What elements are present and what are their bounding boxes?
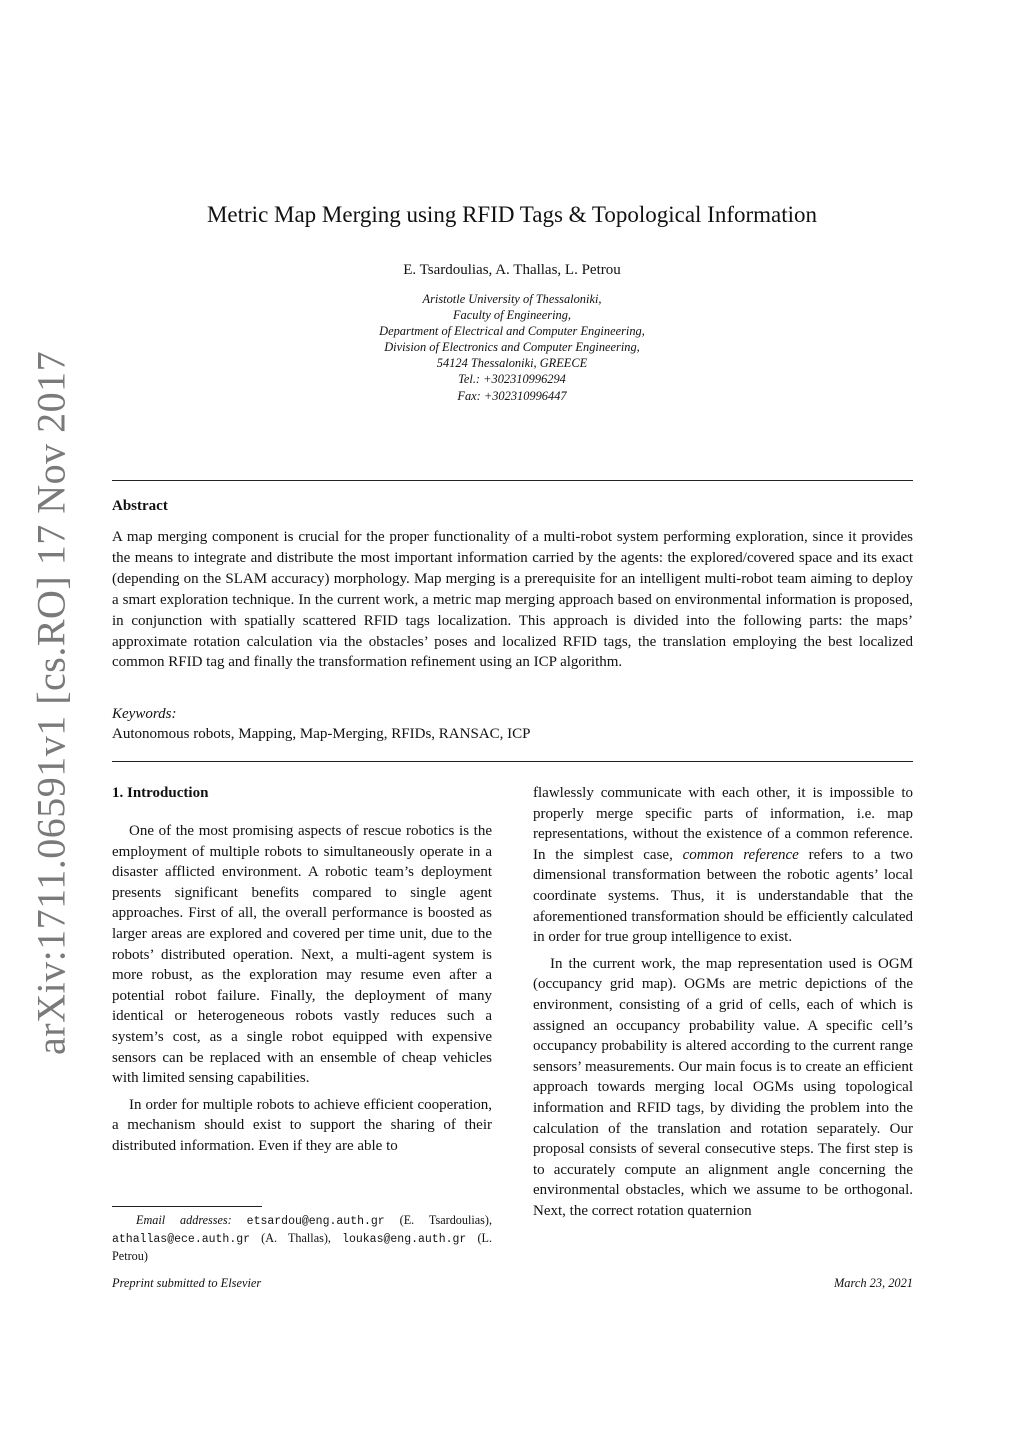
author-name: (A. Thallas),: [250, 1231, 343, 1246]
abstract-heading: Abstract: [112, 498, 168, 514]
affiliation-line: Faculty of Engineering,: [452, 308, 572, 323]
author-list: E. Tsardoulias, A. Thallas, L. Petrou: [403, 262, 621, 278]
author-name: (L. Petrou): [112, 1231, 492, 1264]
email-address[interactable]: athallas@ece.auth.gr: [112, 1233, 251, 1247]
emphasized-term: common reference: [682, 846, 799, 863]
footnote-rule: [112, 1206, 262, 1207]
intro-paragraph-3: In the current work, the map representation used is OGM (occupancy grid map). OGMs are metric depictions of the environment, consisting of a grid of cells, each of which is assigned an occupancy probability value. A specific cell’s occupancy probability is altered according to the current range sensors’ measurements. Our main focus is to create an efficient approach towards merging local OGMs using topological information and RFID tags, by dividing the problem into the calculation of the translation and rotation separately. Our proposal consists of several consecutive steps. The first step is to accurately compute an alignment angle concerning the environmental obstacles, which we assume to be orthogonal. Next, the correct rotation quaternion: [533, 955, 913, 1219]
arxiv-identifier: arXiv:1711.06591v1 [cs.RO] 17 Nov 2017: [28, 350, 74, 1055]
email-footnote: [112, 1212, 492, 1266]
paper-title: Metric Map Merging using RFID Tags & Topological Information: [206, 202, 818, 227]
intro-paragraph-2: In order for multiple robots to achieve efficient cooperation, a mechanism should exist to support the sharing of their distributed information. Even if they are able to: [112, 1096, 492, 1154]
affiliation-line: Aristotle University of Thessaloniki,: [422, 292, 602, 306]
left-column: [112, 783, 492, 1157]
footer-preprint-note: Preprint submitted to Elsevier: [112, 1276, 262, 1290]
paragraph-text: refers to a two dimensional transformation between the robotic agents’ local coordinate systems. Thus, it is understandable that the aforementioned transformation should be efficiently calculated in order for true group intelligence to exist.: [533, 846, 914, 946]
section-heading-introduction: 1. Introduction: [112, 785, 209, 801]
keywords-text: Autonomous robots, Mapping, Map-Merging, RFIDs, RANSAC, ICP: [112, 726, 531, 742]
affiliation-line: Department of Electrical and Computer Engineering,: [379, 324, 645, 339]
paragraph-text: flawlessly communicate with each other, it is impossible to properly merge specific parts of information, i.e. map representations, without the existence of a common reference. In the simplest case,: [533, 785, 913, 863]
author-name: (E. Tsardoulias),: [384, 1213, 493, 1227]
abstract-bottom-rule: [112, 761, 913, 762]
affiliation-line: 54124 Thessaloniki, GREECE: [436, 356, 588, 371]
intro-paragraph-1: One of the most promising aspects of rescue robotics is the employment of multiple robots to simultaneously operate in a disaster afflicted environment. A robotic team’s deployment presents significant benefits compared to single agent approaches. First of all, the overall performance is boosted as larger areas are explored and covered per time unit, due to the robots’ distributed operation. Next, a multi-agent system is more robust, as the exploration may resume even after a potential robot failure. Finally, the deployment of many identical or heterogeneous robots vastly reduces such a system’s cost, as a single robot equipped with expensive sensors can be replaced with an ensemble of cheap vehicles with limited sensing capabilities.: [112, 823, 492, 1087]
affiliation-line: Fax: +302310996447: [457, 388, 567, 403]
affiliation-block: [112, 291, 912, 404]
abstract-text: A map merging component is crucial for the proper functionality of a multi-robot system performing exploration, since it provides the means to integrate and distribute the most important information carried by the agents: the explored/covered space and its exact (depending on the SLAM accuracy) morphology. Map merging is a prerequisite for an intelligent multi-robot team aiming to deploy a smart exploration technique. In the current work, a metric map merging approach based on environmental information is proposed, in conjunction with spatially scattered RFID tags localization. This approach is divided into the following parts: the maps’ approximate rotation calculation via the obstacles’ poses and localized RFID tags, the translation employing the best localized common RFID tag and finally the transformation refinement using an ICP algorithm.: [112, 529, 913, 671]
email-address[interactable]: loukas@eng.auth.gr: [342, 1233, 467, 1247]
intro-paragraph-2-continued: [533, 783, 913, 948]
footer-date: March 23, 2021: [833, 1276, 913, 1290]
email-address[interactable]: etsardou@eng.auth.gr: [246, 1215, 385, 1228]
footnote-label: Email addresses:: [136, 1213, 232, 1227]
keywords-label: Keywords:: [112, 706, 177, 722]
right-column: [533, 783, 913, 1221]
affiliation-line: Division of Electronics and Computer Engineering,: [384, 340, 640, 355]
affiliation-line: Tel.: +302310996294: [458, 372, 566, 387]
abstract-top-rule: [112, 480, 913, 481]
